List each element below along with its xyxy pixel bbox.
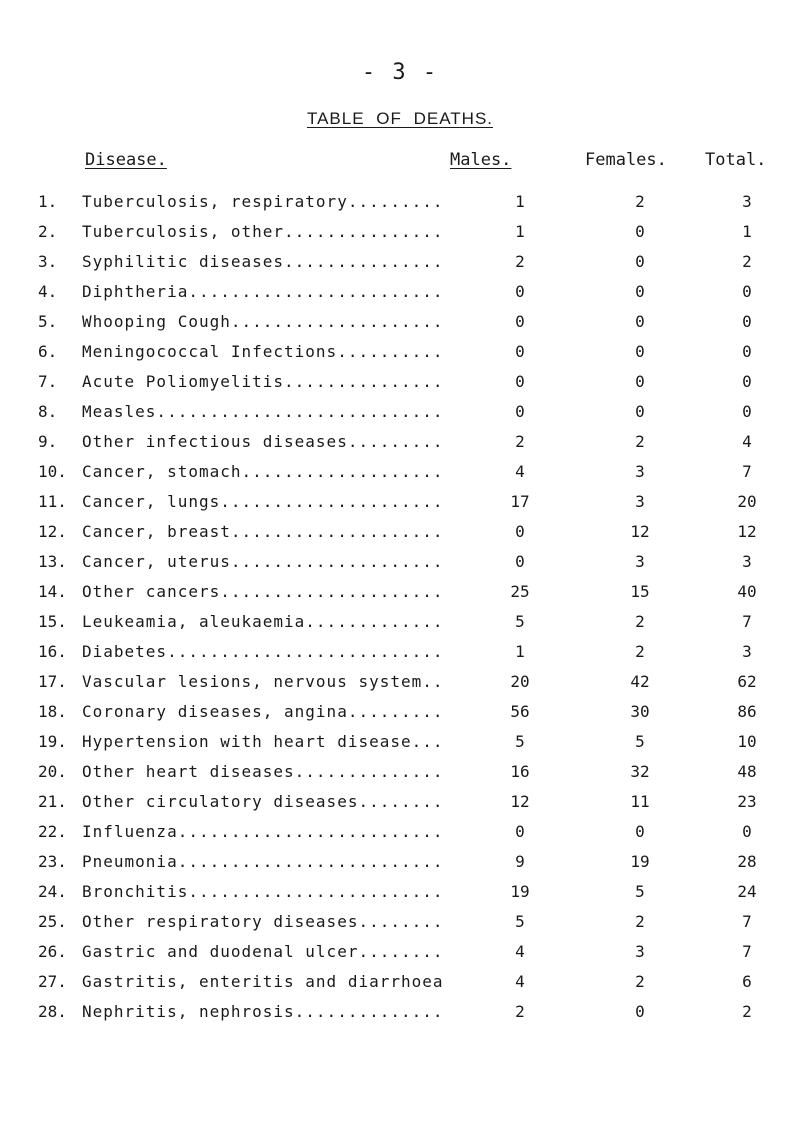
- males-count: 0: [515, 402, 525, 421]
- total-count: 4: [742, 432, 752, 451]
- total-count: 3: [742, 192, 752, 211]
- table-row: [0, 937, 800, 967]
- row-number: 12.: [38, 522, 67, 541]
- males-count: 5: [515, 732, 525, 751]
- males-count: 5: [515, 612, 525, 631]
- row-number: 21.: [38, 792, 67, 811]
- males-count: 17: [510, 492, 530, 511]
- total-count: 6: [742, 972, 752, 991]
- header-disease: [85, 150, 167, 170]
- header-total: [705, 150, 766, 170]
- table-row: [0, 877, 800, 907]
- table-row: [0, 637, 800, 667]
- table-row: [0, 487, 800, 517]
- total-count: 0: [742, 312, 752, 331]
- table-row: [0, 217, 800, 247]
- table-row: [0, 397, 800, 427]
- males-count: 4: [515, 462, 525, 481]
- disease-label: Nephritis, nephrosis..............: [82, 1002, 444, 1021]
- total-count: 24: [737, 882, 757, 901]
- males-count: 16: [510, 762, 530, 781]
- row-number: 23.: [38, 852, 67, 871]
- females-count: 12: [630, 522, 650, 541]
- table-row: [0, 277, 800, 307]
- total-count: 20: [737, 492, 757, 511]
- females-count: 5: [635, 882, 645, 901]
- disease-label: Other heart diseases..............: [82, 762, 444, 781]
- disease-label: Diabetes..........................: [82, 642, 444, 661]
- females-count: 42: [630, 672, 650, 691]
- females-count: 3: [635, 552, 645, 571]
- disease-label: Leukeamia, aleukaemia.............: [82, 612, 444, 631]
- females-count: 0: [635, 222, 645, 241]
- total-count: 23: [737, 792, 757, 811]
- disease-label: Meningococcal Infections..........: [82, 342, 444, 361]
- males-count: 2: [515, 1002, 525, 1021]
- females-count: 0: [635, 372, 645, 391]
- row-number: 9.: [38, 432, 58, 451]
- males-count: 12: [510, 792, 530, 811]
- males-count: 20: [510, 672, 530, 691]
- females-count: 0: [635, 1002, 645, 1021]
- row-number: 16.: [38, 642, 67, 661]
- disease-label: Cancer, breast....................: [82, 522, 444, 541]
- males-count: 2: [515, 432, 525, 451]
- females-count: 0: [635, 282, 645, 301]
- disease-label: Other cancers.....................: [82, 582, 444, 601]
- table-row: [0, 547, 800, 577]
- row-number: 27.: [38, 972, 67, 991]
- total-count: 86: [737, 702, 757, 721]
- page-title-text: TABLE OF DEATHS.: [306, 109, 494, 128]
- females-count: 2: [635, 612, 645, 631]
- disease-label: Acute Poliomyelitis...............: [82, 372, 444, 391]
- males-count: 4: [515, 942, 525, 961]
- disease-label: Other circulatory diseases........: [82, 792, 444, 811]
- males-count: 5: [515, 912, 525, 931]
- females-count: 2: [635, 972, 645, 991]
- row-number: 19.: [38, 732, 67, 751]
- females-count: 0: [635, 312, 645, 331]
- males-count: 25: [510, 582, 530, 601]
- total-count: 3: [742, 552, 752, 571]
- total-count: 3: [742, 642, 752, 661]
- females-count: 0: [635, 252, 645, 271]
- row-number: 18.: [38, 702, 67, 721]
- row-number: 25.: [38, 912, 67, 931]
- table-row: [0, 967, 800, 997]
- header-females-text: Females.: [585, 150, 667, 170]
- disease-label: Pneumonia.........................: [82, 852, 444, 871]
- total-count: 7: [742, 462, 752, 481]
- females-count: 2: [635, 642, 645, 661]
- header-disease-text: Disease.: [85, 150, 167, 170]
- table-row: [0, 757, 800, 787]
- males-count: 0: [515, 312, 525, 331]
- disease-label: Syphilitic diseases...............: [82, 252, 444, 271]
- row-number: 14.: [38, 582, 67, 601]
- total-count: 0: [742, 282, 752, 301]
- females-count: 3: [635, 462, 645, 481]
- females-count: 32: [630, 762, 650, 781]
- row-number: 26.: [38, 942, 67, 961]
- table-row: [0, 367, 800, 397]
- deaths-table: [0, 187, 800, 1027]
- females-count: 5: [635, 732, 645, 751]
- row-number: 10.: [38, 462, 67, 481]
- row-number: 7.: [38, 372, 58, 391]
- page-number: - 3 -: [361, 60, 439, 85]
- disease-label: Coronary diseases, angina.........: [82, 702, 444, 721]
- females-count: 0: [635, 342, 645, 361]
- total-count: 0: [742, 402, 752, 421]
- males-count: 19: [510, 882, 530, 901]
- total-count: 40: [737, 582, 757, 601]
- total-count: 7: [742, 942, 752, 961]
- row-number: 5.: [38, 312, 58, 331]
- row-number: 22.: [38, 822, 67, 841]
- header-males: [450, 150, 511, 170]
- disease-label: Cancer, stomach...................: [82, 462, 444, 481]
- total-count: 0: [742, 372, 752, 391]
- males-count: 1: [515, 192, 525, 211]
- females-count: 19: [630, 852, 650, 871]
- males-count: 56: [510, 702, 530, 721]
- disease-label: Vascular lesions, nervous system..: [82, 672, 444, 691]
- table-row: [0, 247, 800, 277]
- disease-label: Hypertension with heart disease...: [82, 732, 444, 751]
- females-count: 11: [630, 792, 650, 811]
- total-count: 1: [742, 222, 752, 241]
- row-number: 20.: [38, 762, 67, 781]
- disease-label: Bronchitis........................: [82, 882, 444, 901]
- table-row: [0, 727, 800, 757]
- total-count: 0: [742, 342, 752, 361]
- disease-label: Other infectious diseases.........: [82, 432, 444, 451]
- row-number: 4.: [38, 282, 58, 301]
- males-count: 9: [515, 852, 525, 871]
- row-number: 13.: [38, 552, 67, 571]
- row-number: 1.: [38, 192, 58, 211]
- females-count: 2: [635, 912, 645, 931]
- males-count: 0: [515, 282, 525, 301]
- total-count: 28: [737, 852, 757, 871]
- disease-label: Tuberculosis, other...............: [82, 222, 444, 241]
- total-count: 12: [737, 522, 757, 541]
- total-count: 2: [742, 252, 752, 271]
- males-count: 2: [515, 252, 525, 271]
- row-number: 8.: [38, 402, 58, 421]
- females-count: 3: [635, 492, 645, 511]
- females-count: 0: [635, 402, 645, 421]
- males-count: 0: [515, 822, 525, 841]
- table-row: [0, 187, 800, 217]
- table-row: [0, 427, 800, 457]
- disease-label: Cancer, lungs.....................: [82, 492, 444, 511]
- males-count: 1: [515, 642, 525, 661]
- females-count: 2: [635, 192, 645, 211]
- males-count: 0: [515, 522, 525, 541]
- disease-label: Gastric and duodenal ulcer........: [82, 942, 444, 961]
- disease-label: Gastritis, enteritis and diarrhoea: [82, 972, 444, 991]
- males-count: 0: [515, 372, 525, 391]
- row-number: 11.: [38, 492, 67, 511]
- row-number: 24.: [38, 882, 67, 901]
- table-row: [0, 307, 800, 337]
- disease-label: Diphtheria........................: [82, 282, 444, 301]
- table-row: [0, 667, 800, 697]
- page-title: [0, 109, 800, 129]
- row-number: 6.: [38, 342, 58, 361]
- table-row: [0, 457, 800, 487]
- males-count: 4: [515, 972, 525, 991]
- header-total-text: Total.: [705, 150, 767, 170]
- total-count: 0: [742, 822, 752, 841]
- disease-label: Whooping Cough....................: [82, 312, 444, 331]
- females-count: 3: [635, 942, 645, 961]
- header-males-text: Males.: [450, 150, 512, 170]
- females-count: 30: [630, 702, 650, 721]
- table-row: [0, 697, 800, 727]
- females-count: 0: [635, 822, 645, 841]
- table-row: [0, 607, 800, 637]
- total-count: 48: [737, 762, 757, 781]
- total-count: 7: [742, 612, 752, 631]
- row-number: 15.: [38, 612, 67, 631]
- table-row: [0, 787, 800, 817]
- disease-label: Influenza.........................: [82, 822, 444, 841]
- table-row: [0, 907, 800, 937]
- females-count: 2: [635, 432, 645, 451]
- header-females: [585, 150, 667, 170]
- disease-label: Other respiratory diseases........: [82, 912, 444, 931]
- disease-label: Tuberculosis, respiratory.........: [82, 192, 444, 211]
- table-row: [0, 997, 800, 1027]
- males-count: 0: [515, 552, 525, 571]
- females-count: 15: [630, 582, 650, 601]
- total-count: 7: [742, 912, 752, 931]
- total-count: 10: [737, 732, 757, 751]
- disease-label: Cancer, uterus....................: [82, 552, 444, 571]
- row-number: 28.: [38, 1002, 67, 1021]
- total-count: 62: [737, 672, 757, 691]
- row-number: 3.: [38, 252, 58, 271]
- males-count: 1: [515, 222, 525, 241]
- row-number: 17.: [38, 672, 67, 691]
- table-row: [0, 517, 800, 547]
- table-row: [0, 577, 800, 607]
- total-count: 2: [742, 1002, 752, 1021]
- table-row: [0, 817, 800, 847]
- disease-label: Measles...........................: [82, 402, 444, 421]
- row-number: 2.: [38, 222, 58, 241]
- table-row: [0, 847, 800, 877]
- males-count: 0: [515, 342, 525, 361]
- table-row: [0, 337, 800, 367]
